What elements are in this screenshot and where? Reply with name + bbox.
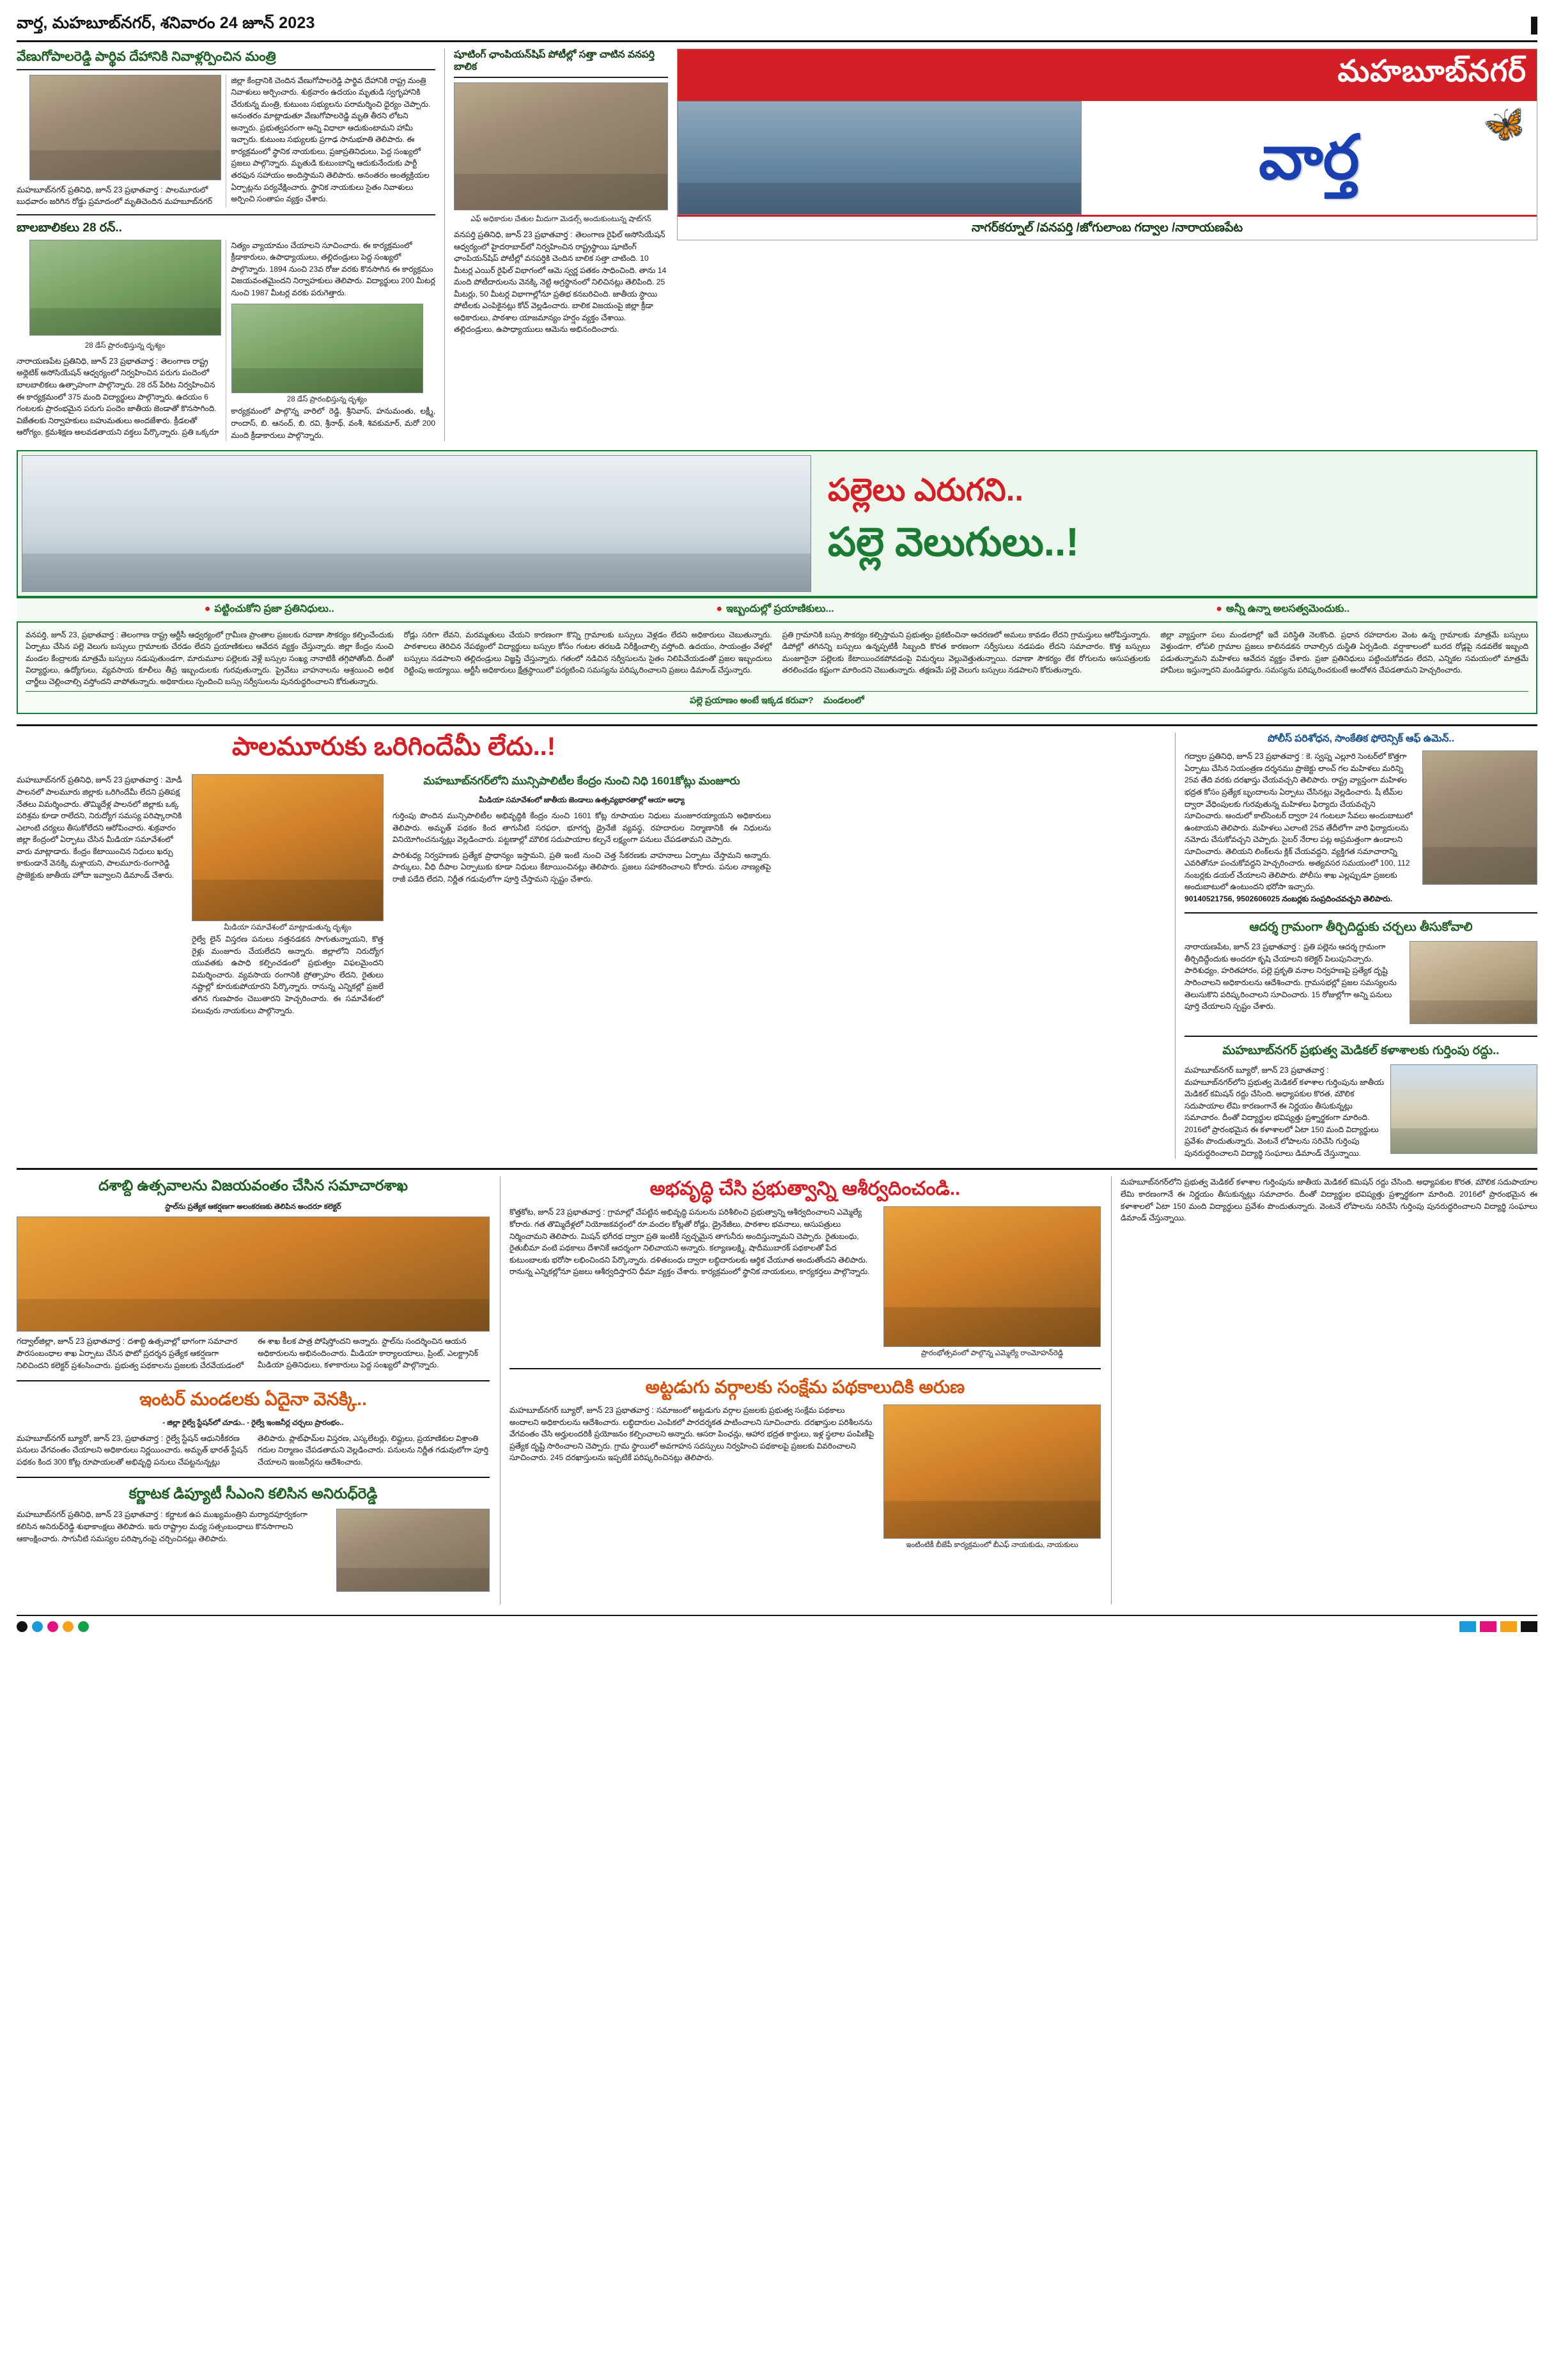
top-left-names: కార్యక్రమంలో పాల్గొన్న వారిలో రెడ్డి, శ్రీనివాస్, హనుమంతు, లక్ష్మీ, రాందాస్, బి. ఆనంద్, బి. రవి, శ్రీనాథ్, వంశీ, శివకుమార్, మరో 200 మంది క్రీడాకారులు పాల్గొన్నారు.: [231, 407, 435, 440]
bottom-right-filler-1: మహబూబ్‌నగర్‌లోని ప్రభుత్వ మెడికల్ కళాశాల గుర్తింపును జాతీయ మెడికల్ కమిషన్ రద్దు చేసింది. అధ్యాపకుల కొరత, మౌలిక సదుపాయాల లేమి కారణంగానే ఈ నిర్ణయం తీసుకున్నట్లు సమాచారం. దీంతో విద్యార్థుల భవిష్యత్తు ప్రశ్నార్థకంగా మారింది. 2016లో ప్రారంభమైన ఈ కళాశాలలో ఏటా 150 మంది విద్యార్థులు ప్రవేశం పొందుతున్నారు. వెంటనే లోపాలను సరిచేసి గుర్తింపు పునరుద్ధరించాలని విద్యార్థి సంఘాలు డిమాండ్ చేస్తున్నాయి.: [1121, 1178, 1537, 1223]
police-story-text: ఎల్లూరి సెంటర్‌లో కొత్తగా ఏర్పాటు చేసిన నియంత్రణ దర్శనము ప్రాజెక్టు లాంచ్ గల మహిళలు మరిన్ని 25వ తేది వరకు దరఖాస్తు చేయవచ్చని తెలిపారు. రాష్ట్ర వ్యాప్తంగా మహిళల భద్రత కోసం ప్రత్యేక బృందాలను ఏర్పాటు చేసినట్లు వెల్లడించారు. షీ టీమ్‌ల ద్వారా వేధింపులకు గురవుతున్న మహిళలు ఫిర్యాదు చేయవచ్చని సూచించారు. అందులో కాల్‌సెంటర్ ద్వారా 24 గంటలూ సేవలు అందుబాటులో ఉంటాయని తెలిపారు. మహిళలు ఎలాంటి 25వ తేదీలోగా వారి ఫిర్యాదులను నమోదు చేసుకోవచ్చని చెప్పారు. సైబర్ నేరాల పట్ల అప్రమత్తంగా ఉండాలని సూచించారు. తెలియని లింక్‌లను క్లిక్ చేయవద్దని, వ్యక్తిగత సమాచారాన్ని ఎవరితోనూ పంచుకోవద్దని హెచ్చరించారు. అత్యవసర సమయంలో 100, 112 నంబర్లకు డయల్ చేయాలని తెలిపారు. పోలీసు శాఖ ఎల్లప్పుడూ ప్రజలకు అందుబాటులో ఉంటుందని భరోసా ఇచ్చారు.: [1185, 752, 1413, 892]
top-left-sub-body: తెలంగాణ రాష్ట్ర అథ్లెటిక్ అసోసియేషన్ ఆధ్వర్యంలో నిర్వహించిన పరుగు పందెంలో బాలబాలికలు ఉత్సాహంగా పాల్గొన్నారు. 28 రన్ పేరిట నిర్వహించిన ఈ కార్యక్రమంలో 375 మంది విద్యార్థులు పాల్గొన్నారు. ఉదయం 6 గంటలకు ప్రారంభమైన పరుగు పందెం జాతీయ జెండాతో కొనసాగింది. విజేతలకు నిర్వాహకులు బహుమతులు అందజేశారు. క్రీడలతో ఆరోగ్యం, క్రమశిక్షణ అలవడతాయని వక్తలు పేర్కొన్నారు. ప్రతి ఒక్కరూ నిత్యం వ్యాయామం చేయాలని సూచించారు. ఈ కార్యక్రమంలో క్రీడాకారులు, ఉపాధ్యాయులు, తల్లిదండ్రులు పెద్ద సంఖ్యలో పాల్గొన్నారు. 1894 నుంచి 23వ రోజు వరకు కొనసాగిన ఈ కార్యక్రమం విజయవంతమైందని నిర్వాహకులు తెలిపారు. విద్యార్థులు 200 మీటర్ల నుంచి 1987 మీటర్ల వరకు పరుగెత్తారు.: [17, 240, 435, 437]
model-village-headline: ఆదర్శ గ్రామంగా తీర్చిదిద్దుకు చర్చలు తీసుకోవాలి: [1249, 921, 1473, 935]
hero-bullet-3: ● అన్నీ ఉన్నా అలసత్వమెందుకు..: [1216, 603, 1350, 615]
development-photo: [883, 1206, 1101, 1347]
karnataka-meeting-headline: కర్ణాటక డిప్యూటీ సీఎంని కలిసిన అనిరుధ్‌రెడ్డి: [128, 1485, 378, 1502]
page-footer: [17, 1615, 1537, 1632]
welfare-schemes-caption: ఇంటింటికీ బీజేపీ కార్యక్రమంలో బీఎఫ్ నాయకుడు, నాయకులు: [906, 1541, 1078, 1549]
municipal-funds-subhead: మీడియా సమావేశంలో జాతీయ జెండాలు ఉత్సవ్యభారతాల్లో ఆయా అధ్యా: [479, 797, 685, 805]
bullet-dot-icon: ●: [1216, 603, 1222, 615]
bird-icon: 🦋: [1480, 101, 1530, 148]
welfare-schemes-byline: మహబూబ్‌నగర్ బ్యూరో, జూన్ 23 ప్రభాతవార్త :: [509, 1405, 654, 1415]
marathon-photo-2: [231, 304, 423, 393]
karnataka-meeting-story: [17, 1484, 490, 1596]
karnataka-meeting-photo: [336, 1509, 490, 1592]
middle-right-column: [1175, 733, 1537, 1159]
top-left-sub-headline: బాలబాలికలు 28 రన్..: [17, 214, 435, 236]
bullet-dot-icon: ●: [204, 603, 211, 615]
top-left-sub-byline: నారాయణపేట ప్రతినిధి, జూన్ 23 ప్రభాతవార్త :: [17, 356, 159, 366]
hero-column-3: ప్రతి గ్రామానికి బస్సు సౌకర్యం కల్పిస్తామని ప్రభుత్వం ప్రకటించినా ఆచరణలో అమలు కావడం లేదని గ్రామస్తులు ఆరోపిస్తున్నారు. డిపోల్లో తగినన్ని బస్సులు ఉన్నప్పటికీ సిబ్బంది కొరత కారణంగా సర్వీసులు నడపడం లేదని సమాచారం. కొత్త బస్సులు మంజూరైనా పల్లెలకు కేటాయించకపోవడంపై విమర్శలు వెల్లువెత్తుతున్నాయి. రవాణా సౌకర్యం లేక రోగులను ఆసుపత్రులకు తరలించడం కష్టంగా మారిందని చెబుతున్నారు. తక్షణమే పల్లె వెలుగు బస్సులు నడపాలని కోరుతున్నారు.: [782, 630, 1151, 674]
decade-celebrations-headline: దశాబ్ది ఉత్సవాలను విజయవంతం చేసిన సమాచారశాఖ: [98, 1177, 408, 1194]
top-left-headline: వేణుగోపాలరెడ్డి పార్థివ దేహానికి నివాళ్లర్పించిన మంత్రి: [17, 49, 435, 70]
top-mid-byline: వనపర్తి ప్రతినిధి, జూన్ 23 ప్రభాతవార్త :: [454, 229, 573, 239]
marathon-photo-1: [29, 240, 221, 336]
dateline-text: వార్త, మహబూబ్‌నగర్, శనివారం 24 జూన్ 2023: [17, 14, 315, 32]
hero-section: [17, 450, 1537, 714]
model-village-photo: [1410, 941, 1537, 1024]
railway-station-byline: మహబూబ్‌నగర్ బ్యూరో, జూన్ 23, ప్రభాతవార్త :: [17, 1433, 164, 1443]
masthead-title: మహబూబ్‌నగర్: [678, 49, 1537, 101]
footer-registration-dots: [17, 1621, 89, 1632]
hero-column-4: జిల్లా వ్యాప్తంగా పలు మండలాల్లో ఇదే పరిస్థితి నెలకొంది. ప్రధాన రహదారుల వెంట ఉన్న గ్రామాలకు మాత్రమే బస్సులు వెళ్తుండగా, లోపలి గ్రామాల ప్రజలు కాలినడకన రావాల్సిన దుస్థితి ఏర్పడింది. వర్షాకాలంలో బురద రోడ్లపై నడవలేక ఇబ్బంది పడుతున్నామని మహిళలు ఆవేదన వ్యక్తం చేశారు. ప్రజా ప్రతినిధులు పట్టించుకోవడం లేదని, ఎన్నికల సమయంలో మాత్రమే హామీలు ఇస్తున్నారని మండిపడ్డారు. సమస్యను పరిష్కరించకుంటే ఆందోళన చేపడతామని హెచ్చరించారు.: [1160, 630, 1528, 674]
hero-question: పల్లె ప్రయాణం అంటే ఇక్కడ కరువా? మండలంలో: [26, 691, 1528, 708]
top-left-body: పాలమూరులో బుధవారం జరిగిన రోడ్డు ప్రమాదంలో మృతిచెందిన మహబూబ్‌నగర్ జిల్లా కేంద్రానికి చెందిన వేణుగోపాలరెడ్డి పార్థివ దేహానికి రాష్ట్ర మంత్రి నివాళులు అర్పించారు. శుక్రవారం ఉదయం మృతుడి స్వగృహానికి చేరుకున్న మంత్రి, కుటుంబ సభ్యులను పరామర్శించి ధైర్యం చెప్పారు. అనంతరం మాట్లాడుతూ వేణుగోపాలరెడ్డి మృతి తీరని లోటని అన్నారు. ప్రభుత్వపరంగా అన్ని విధాలా ఆదుకుంటామని హామీ ఇచ్చారు. కుటుంబ సభ్యులకు ప్రగాఢ సానుభూతి తెలిపారు. ఈ కార్యక్రమంలో స్థానిక నాయకులు, ప్రజాప్రతినిధులు, పెద్ద సంఖ్యలో ప్రజలు పాల్గొన్నారు. మృతుడి కుటుంబాన్ని ఆదుకునేందుకు పార్టీ తరఫున సహాయం అందిస్తామని తెలిపారు. అనంతరం అంత్యక్రియల ఏర్పాట్లను పర్యవేక్షించారు. స్థానిక నాయకులు సైతం నివాళులు అర్పించి సంతాపం వ్యక్తం చేశారు.: [17, 75, 431, 206]
masthead-editions: నాగర్‌కర్నూల్ /వనపర్తి /జోగులాంబ గద్వాల /నారాయణపేట: [678, 215, 1537, 240]
police-officer-photo: [1422, 751, 1537, 885]
middle-left-col1-text: మోడీ పాలనలో పాలమూరు జిల్లాకు ఒరిగిందేమీ లేదని ప్రతిపక్ష నేతలు విమర్శించారు. తొమ్మిదేళ్ల పాలనలో జిల్లాకు ఒక్క పరిశ్రమ కూడా రాలేదని, నిరుద్యోగ సమస్య పరిష్కారానికి ఎలాంటి చర్యలు తీసుకోలేదని ఆరోపించారు. శుక్రవారం జిల్లా కేంద్రంలో ఏర్పాటు చేసిన మీడియా సమావేశంలో వారు మాట్లాడారు. కేంద్రం కేటాయించిన నిధులు ఖర్చు కాకుండానే వెనక్కి మళ్లాయని, పాలమూరు-రంగారెడ్డి ప్రాజెక్టుకు జాతీయ హోదా ఇవ్వాలని డిమాండ్ చేశారు.: [17, 775, 182, 880]
middle-left-headline: పాలమూరుకు ఒరిగిందేమీ లేదు..!: [231, 733, 556, 761]
decade-celebrations-photo: [17, 1217, 490, 1332]
masthead-wordmark: వార్త: [1259, 123, 1360, 192]
hero-column-1: వనపర్తి, జూన్ 23, ప్రభాతవార్త : తెలంగాణ రాష్ట్ర ఆర్టీసీ ఆధ్వర్యంలో గ్రామీణ ప్రాంతాల ప్రజలకు రవాణా సౌకర్యం కల్పించేందుకు ఏర్పాటు చేసిన పల్లె వెలుగు బస్సులు గ్రామాలకు చేరడం లేదని ప్రయాణికులు ఆవేదన వ్యక్తం చేస్తున్నారు. జిల్లా కేంద్రం నుంచి మండల కేంద్రాలకు మాత్రమే బస్సులు నడుపుతుండగా, మారుమూల పల్లెలకు వెళ్లే బస్సుల సంఖ్య నానాటికీ తగ్గిపోతోంది. దీంతో విద్యార్థులు, ఉద్యోగులు, వ్యవసాయ కూలీలు తీవ్ర ఇబ్బందులకు గురవుతున్నారు. ప్రైవేటు వాహనాలను ఆశ్రయించి అధిక చార్జీలు చెల్లించాల్సి వస్తోందని వాపోతున్నారు. అధికారులు స్పందించి బస్సు సర్వీసులను పునరుద్ధరించాలని కోరుతున్నారు.: [26, 630, 394, 686]
marathon-caption-2: 28 డేస్ ప్రారంభిస్తున్న దృశ్యం: [286, 396, 368, 404]
welfare-schemes-photo: [883, 1404, 1101, 1539]
bottom-mid-column: [500, 1176, 1101, 1605]
shooting-photo: [454, 82, 668, 210]
top-mid-story: [444, 49, 668, 441]
medical-college-text: మహబూబ్‌నగర్‌లోని ప్రభుత్వ మెడికల్ కళాశాల గుర్తింపును జాతీయ మెడికల్ కమిషన్ రద్దు చేసింది. అధ్యాపకుల కొరత, మౌలిక సదుపాయాల లేమి కారణంగానే ఈ నిర్ణయం తీసుకున్నట్లు సమాచారం. దీంతో విద్యార్థుల భవిష్యత్తు ప్రశ్నార్థకంగా మారింది. 2016లో ప్రారంభమైన ఈ కళాశాలలో ఏటా 150 మంది విద్యార్థులు ప్రవేశం పొందుతున్నారు. వెంటనే లోపాలను సరిచేసి గుర్తింపు పునరుద్ధరించాలని విద్యార్థి సంఘాలు డిమాండ్ చేస్తున్నాయి.: [1185, 1077, 1384, 1158]
railway-station-subhead: - జిల్లా రైల్వే స్టేషన్‌లో చూడు.. - రైల్వే ఇంజనీర్ల చర్చలు ప్రారంభం..: [162, 1419, 344, 1427]
middle-left-photo-col: [192, 774, 384, 1016]
development-byline: కొత్తకోట, జూన్ 23 ప్రభాతవార్త :: [509, 1208, 605, 1217]
marathon-caption-1: 28 డేస్ ప్రారంభిస్తున్న దృశ్యం: [84, 341, 166, 350]
top-left-story: [17, 49, 435, 441]
top-mid-body: తెలంగాణ రైఫిల్ అసోసియేషన్ ఆధ్వర్యంలో హైదరాబాద్‌లో నిర్వహించిన రాష్ట్రస్థాయి షూటింగ్ ఛాంపియన్‌షిప్ పోటీల్లో వనపర్తికి చెందిన బాలిక సత్తా చాటింది. 10 మీటర్ల ఎయిర్ రైఫిల్ విభాగంలో ఆమె స్వర్ణ పతకం సాధించింది. తాను 14 మంది పోటీదారులను వెనక్కి నెట్టి అగ్రస్థానంలో నిలిచినట్లు తెలిపింది. 25 మీటర్లు, 50 మీటర్ల విభాగాల్లోనూ ప్రతిభ కనబరిచింది. జాతీయ స్థాయి పోటీలకు ఎంపికైనట్లు కోచ్ వెల్లడించారు. బాలిక విజయంపై జిల్లా క్రీడా అధికారులు, పాఠశాల యాజమాన్యం హర్షం వ్యక్తం చేశాయి. తల్లిదండ్రులు, ఉపాధ్యాయులు ఆమెను అభినందించారు.: [454, 229, 667, 334]
medical-college-byline: మహబూబ్‌నగర్ బ్యూరో, జూన్ 23 ప్రభాతవార్త :: [1185, 1065, 1329, 1075]
decade-celebrations-subhead: స్టాల్‌ను ప్రత్యేక ఆకర్షణగా అలంకరణకు తెలిపిన అందరూ కలెక్టర్: [165, 1203, 341, 1211]
footer-color-bars: [1459, 1621, 1537, 1632]
bullet-dot-icon: ●: [716, 603, 722, 615]
press-meet-caption: మీడియా సమావేశంలో మాట్లాడుతున్న దృశ్యం: [224, 924, 352, 932]
bottom-section: [17, 1168, 1537, 1605]
hero-body-panel: [17, 623, 1537, 714]
municipal-funds-text-2: పారిశుధ్య నిర్వహణకు ప్రత్యేక ప్రాధాన్యం ఇస్తామని, ప్రతి ఇంటి నుంచి చెత్త సేకరణకు వాహనాలు ఏర్పాటు చేస్తామని అన్నారు. పార్కులు, వీధి దీపాల ఏర్పాటుకు కూడా నిధులు కేటాయించినట్లు తెలిపారు. ప్రజలు సహకరించాలని కోరారు. పనుల నాణ్యతపై రాజీ పడేది లేదని, నిర్ణీత గడువులోగా పూర్తి చేస్తామని స్పష్టం చేశారు.: [392, 850, 771, 883]
masthead-dam-photo: [678, 101, 1082, 215]
middle-left-story: [17, 733, 771, 1159]
hero-headline-line2: పల్లె వెలుగులు..!: [828, 520, 1079, 565]
page-dateline-bar: [17, 14, 1537, 42]
decade-celebrations-text: దశాబ్ది ఉత్సవాల్లో భాగంగా సమాచార పౌరసంబంధాల శాఖ ఏర్పాటు చేసిన ఫొటో ప్రదర్శన ప్రత్యేక ఆకర్షణగా నిలిచిందని కలెక్టర్ ప్రశంసించారు. ప్రభుత్వ పథకాలను ప్రజలకు చేరవేయడంలో ఈ శాఖ కీలక పాత్ర పోషిస్తోందని అన్నారు. స్టాల్‌ను సందర్శించిన ఆయన అధికారులను అభినందించారు. మీడియా కార్యాలయాలు, ప్రింట్, ఎలక్ట్రానిక్ మీడియా ప్రతినిధులు, కళాకారులు పెద్ద సంఖ్యలో పాల్గొన్నారు.: [17, 1337, 478, 1370]
railway-station-text: రైల్వే స్టేషన్ ఆధునికీకరణ పనులు వేగవంతం చేయాలని అధికారులు నిర్ణయించారు. అమృత్ భారత్ స్టేషన్ పథకం కింద 300 కోట్ల రూపాయలతో అభివృద్ధి పనులు చేపట్టనున్నట్లు తెలిపారు. ప్లాట్‌ఫామ్‌ల విస్తరణ, ఎస్కలేటర్లు, లిఫ్టులు, ప్రయాణికుల విశ్రాంతి గదుల నిర్మాణం చేపడతామని వెల్లడించారు. పనులను నిర్ణీత గడువులోగా పూర్తి చేయాలని ఇంజనీర్లను ఆదేశించారు.: [17, 1433, 489, 1466]
medical-college-headline: మహబూబ్‌నగర్ ప్రభుత్వ మెడికల్ కళాశాలకు గుర్తింపు రద్దు..: [1222, 1044, 1500, 1058]
development-caption: ప్రారంభోత్సవంలో పాల్గొన్న ఎమ్మెల్యే రాంమోహన్‌రెడ్డి: [921, 1349, 1064, 1358]
police-story-byline: గద్వాల ప్రతినిధి, జూన్ 23 ప్రభాతవార్త : కె. స్వప్న: [1185, 752, 1332, 761]
police-story-headline: పోలీస్ పరిశోధన, సాంకేతిక ఫోరెన్సిక్ ఆఫ్ ఉమెన్..: [1267, 733, 1455, 745]
hero-bullets: [17, 597, 1537, 623]
medical-college-photo: [1390, 1064, 1537, 1154]
top-mid-headline: షూటింగ్ ఛాంపియన్‌షిప్ పోటీల్లో సత్తా చాటిన వనపర్తి బాలిక: [454, 49, 668, 78]
welfare-schemes-headline: అట్టడుగు వర్గాలకు సంక్షేమ పథకాలుదికి అరుణ: [645, 1377, 965, 1397]
hero-bullet-2: ● ఇబ్బందుల్లో ప్రయాణికులు...: [716, 603, 834, 615]
development-text: గ్రామాల్లో చేపట్టిన అభివృద్ధి పనులను పరిశీలించి ప్రభుత్వాన్ని ఆశీర్వదించాలని ఎమ్మెల్యే కోరారు. గత తొమ్మిదేళ్లలో నియోజకవర్గంలో రూ.వందల కోట్లతో రోడ్లు, డ్రైనేజీలు, పాఠశాల భవనాలు, ఆసుపత్రులు నిర్మించామని తెలిపారు. మిషన్ భగీరథ ద్వారా ప్రతి ఇంటికీ స్వచ్ఛమైన తాగునీరు అందిస్తున్నామని చెప్పారు. రైతుబంధు, రైతుబీమా వంటి పథకాలు దేశానికే ఆదర్శంగా నిలిచాయని అన్నారు. కల్యాణలక్ష్మి, షాదీముబారక్ పథకాలతో పేద కుటుంబాలకు భరోసా లభించిందని పేర్కొన్నారు. దళితబంధు ద్వారా లబ్ధిదారులకు ఆర్థిక చేయూత అందుతోందని తెలిపారు. రానున్న ఎన్నికల్లోనూ ప్రజలు ఆశీర్వదిస్తారని ధీమా వ్యక్తం చేశారు. కార్యక్రమంలో స్థానిక నాయకులు, కార్యకర్తలు పాల్గొన్నారు.: [509, 1208, 870, 1277]
police-helpline-numbers: 90140521756, 9502606025 నంబర్లకు సంప్రదించవచ్చని తెలిపారు.: [1185, 894, 1393, 903]
masthead-block: [677, 49, 1537, 441]
municipal-funds-text-1: గుర్తింపు పొందిన మున్సిపాలిటీల అభివృద్ధికి కేంద్రం నుంచి 1601 కోట్ల రూపాయల నిధులు మంజూరయ్యాయని అధికారులు తెలిపారు. అమృత్ పథకం కింద తాగునీటి సరఫరా, భూగర్భ డ్రైనేజీ వ్యవస్థ, రహదారుల నిర్మాణానికి ఈ నిధులను వినియోగించనున్నట్లు వెల్లడించారు. పట్టణాల్లో మౌలిక సదుపాయాల కల్పనే లక్ష్యంగా పనులు చేపడతామని చెప్పారు.: [392, 811, 771, 844]
karnataka-meeting-text: కర్ణాటక ఉప ముఖ్యమంత్రిని మర్యాదపూర్వకంగా కలిసిన అనిరుధ్‌రెడ్డి శుభాకాంక్షలు తెలిపారు. ఇరు రాష్ట్రాల మధ్య సత్సంబంధాలు కొనసాగాలని ఆకాంక్షించారు. సాగునీటి సమస్యల పరిష్కారంపై చర్చించినట్లు తెలిపారు.: [17, 1510, 307, 1543]
hero-bullet-1: ● పట్టించుకోని ప్రజా ప్రతినిధులు..: [204, 603, 334, 615]
karnataka-meeting-byline: మహబూబ్‌నగర్ ప్రతినిధి, జూన్ 23 ప్రభాతవార్త :: [17, 1510, 163, 1520]
municipal-funds-headline: మహబూబ్‌నగర్‌లోని మున్సిపాలిటీల కేంద్రం నుంచి నిధి 1601కోట్లు మంజూరు: [423, 775, 740, 788]
middle-center-spacer: [781, 733, 1165, 1159]
welfare-schemes-text: సమాజంలో అట్టడుగు వర్గాల ప్రజలకు ప్రభుత్వ సంక్షేమ పథకాలు అందాలని అధికారులను ఆదేశించారు. లబ్ధిదారుల ఎంపికలో పారదర్శకత పాటించాలని సూచించారు. దరఖాస్తుల పరిశీలనను వేగవంతం చేసి అర్హులందరికీ ప్రయోజనం కల్పించాలని అన్నారు. ఆసరా పింఛన్లు, ఆహార భద్రత కార్డులు, ఇళ్ల స్థలాల పంపిణీపై ప్రత్యేక దృష్టి సారించాలని చెప్పారు. గ్రామ స్థాయిలో అవగాహన సదస్సులు నిర్వహించి పథకాలపై ప్రజలకు వివరించాలని సూచించారు. 245 దరఖాస్తులను ఇప్పటికే పరిష్కరించినట్లు తెలిపారు.: [509, 1405, 874, 1463]
shooting-caption: ఎఫ్ అధికారుల చేతుల మీదుగా మెడల్స్ అందుకుంటున్న షాట్‌గన్: [470, 215, 651, 223]
top-section: [17, 49, 1537, 441]
railway-station-story: [17, 1388, 490, 1468]
decade-celebrations-story: [17, 1176, 490, 1371]
middle-left-byline: మహబూబ్‌నగర్ ప్రతినిధి, జూన్ 23 ప్రభాతవార్త :: [17, 775, 163, 785]
middle-left-col1: [17, 774, 183, 1016]
dateline-edge-mark: [1531, 17, 1537, 35]
press-meet-photo: [192, 774, 384, 921]
hero-headline-line1: పల్లెలు ఎరుగని..: [828, 473, 1023, 508]
development-headline: అభవృద్ధి చేసి ప్రభుత్వాన్ని ఆశీర్వదించండి..: [649, 1178, 961, 1200]
bottom-left-column: [17, 1176, 490, 1605]
middle-left-col2-text: రైల్వే లైన్ విస్తరణ పనులు నత్తనడకన సాగుతున్నాయని, కొత్త రైళ్లు మంజూరు చేయలేదని అన్నారు. జిల్లాలోని నిరుద్యోగ యువతకు ఉపాధి కల్పించడంలో ప్రభుత్వం విఫలమైందని విమర్శించారు. వ్యవసాయ రంగానికి ప్రోత్సాహం లేదని, రైతులు నష్టాల్లో కూరుకుపోయారని పేర్కొన్నారు. రానున్న ఎన్నికల్లో ప్రజలే తగిన గుణపాఠం చెబుతారని హెచ్చరించారు. ఈ సమావేశంలో పలువురు నాయకులు పాల్గొన్నారు.: [192, 935, 384, 1015]
top-left-byline: మహబూబ్‌నగర్ ప్రతినిధి, జూన్ 23 ప్రభాతవార్త :: [17, 185, 163, 194]
development-story: [509, 1176, 1101, 1359]
decade-celebrations-byline: గద్వాల్‌జిల్లా, జూన్ 23 ప్రభాతవార్త :: [17, 1337, 125, 1346]
middle-left-col3: [392, 774, 771, 1016]
hero-bus-photo: [22, 455, 811, 592]
model-village-text: ప్రతి పల్లెను ఆదర్శ గ్రామంగా తీర్చిదిద్దేందుకు అందరూ కృషి చేయాలని కలెక్టర్ పిలుపునిచ్చారు. పారిశుధ్యం, హరితహారం, పల్లె ప్రకృతి వనాల నిర్వహణపై ప్రత్యేక దృష్టి సారించాలని అధికారులను ఆదేశించారు. గ్రామసభల్లో ప్రజల సమస్యలను తెలుసుకొని పరిష్కరించాలని సూచించారు. 15 రోజుల్లోగా అన్ని పనులు పూర్తి చేయాలని స్పష్టం చేశారు.: [1185, 942, 1397, 1011]
railway-station-headline: ఇంటర్ మండలకు ఏదైనా వెనక్కి..: [139, 1389, 367, 1410]
middle-section: [17, 724, 1537, 1159]
bottom-right-column: [1111, 1176, 1537, 1605]
welfare-schemes-story: [509, 1376, 1101, 1550]
model-village-byline: నారాయణపేట, జూన్ 23 ప్రభాతవార్త :: [1185, 942, 1301, 952]
top-left-photo: [29, 75, 221, 180]
hero-column-2: రోడ్లు సరిగా లేవని, మరమ్మతులు చేయని కారణంగా కొన్ని గ్రామాలకు బస్సులు వెళ్లడం లేదని అధికారులు చెబుతున్నారు. పాఠశాలలు తెరిచిన నేపథ్యంలో విద్యార్థులు బస్సుల కోసం గంటల తరబడి నిరీక్షించాల్సి వస్తోంది. ఉదయం, సాయంత్రం వేళల్లో బస్సులు నడపాలని తల్లిదండ్రులు విజ్ఞప్తి చేస్తున్నారు. గతంలో నడిచిన సర్వీసులను సైతం నిలిపివేయడంతో ప్రజల ఇబ్బందులు రెట్టింపు అయ్యాయి. ఆర్టీసీ అధికారులు క్షేత్రస్థాయిలో పర్యటించి సమస్యను పరిష్కరించాలని ప్రజలు డిమాండ్ చేస్తున్నారు.: [403, 630, 772, 674]
